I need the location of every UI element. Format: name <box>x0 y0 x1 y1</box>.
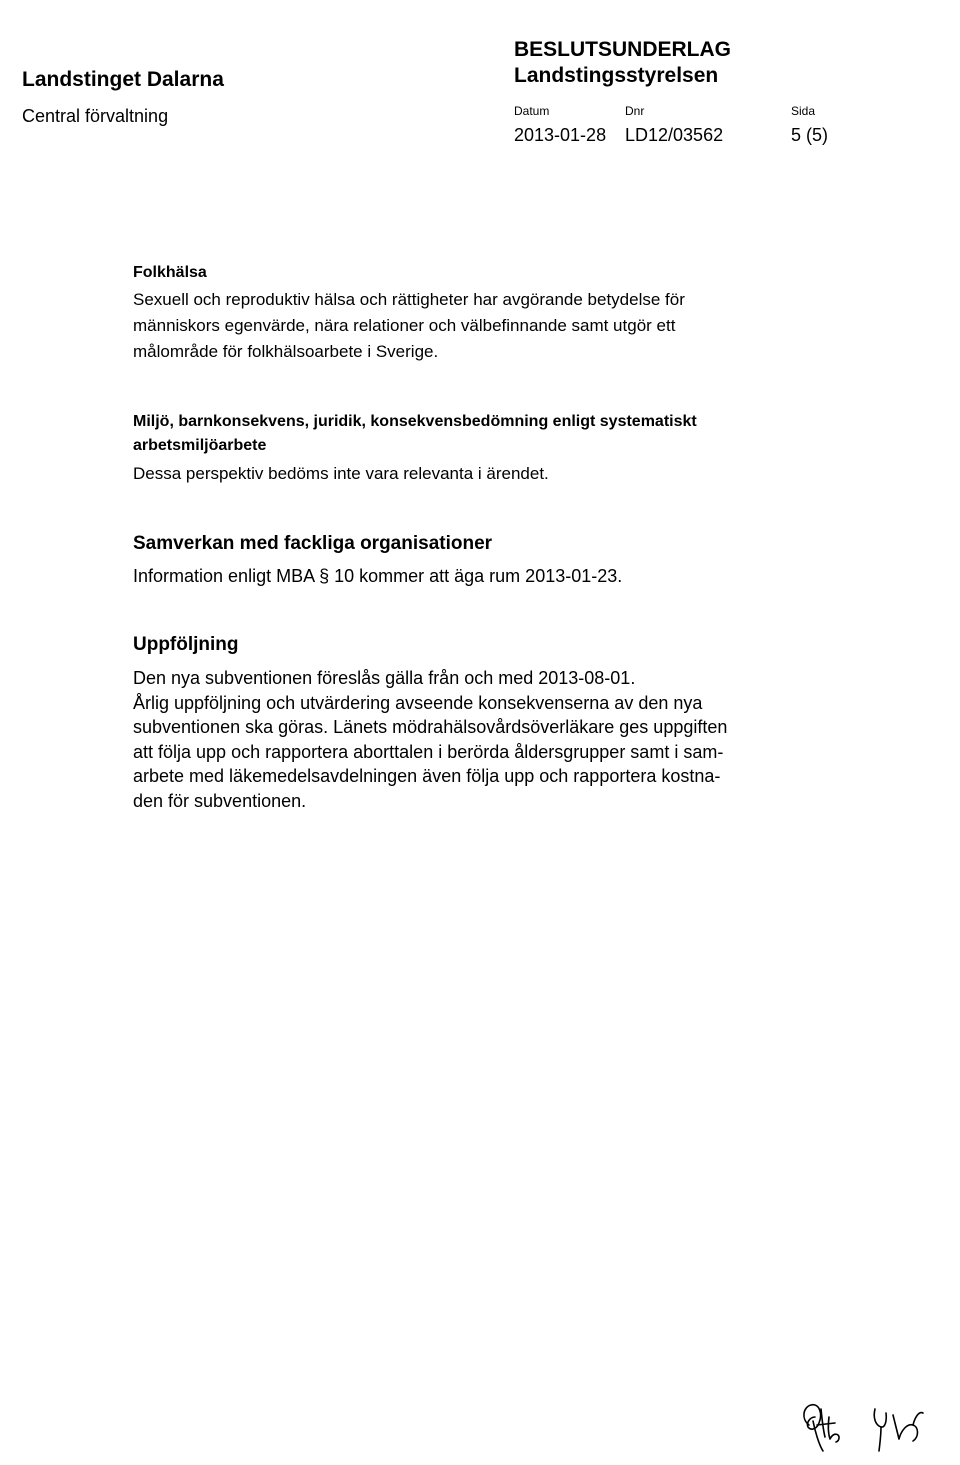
paragraph-line: subventionen ska göras. Länets mödrahälsovårdsöverläkare ges uppgiften <box>133 717 728 737</box>
paragraph-line: människors egenvärde, nära relationer och välbefinnande samt utgör ett <box>133 316 676 335</box>
paragraph-line: Information enligt MBA § 10 kommer att äga rum 2013-01-23. <box>133 566 623 586</box>
date-label: Datum <box>514 104 550 118</box>
section-body-miljo <box>133 461 549 487</box>
section-body-folkhalsa <box>133 287 685 365</box>
organization-name: Landstinget Dalarna <box>22 68 224 91</box>
paragraph-line: Årlig uppföljning och utvärdering avseende konsekvenserna av den nya <box>133 692 703 713</box>
page-label: Sida <box>791 104 816 118</box>
section-body-samverkan <box>133 564 622 588</box>
section-heading-uppfoljning: Uppföljning <box>133 634 239 655</box>
paragraph-line: Den nya subventionen föreslås gälla från och med 2013-08-01. <box>133 668 636 688</box>
board-name: Landstingsstyrelsen <box>514 64 719 87</box>
heading-line: arbetsmiljöarbete <box>133 437 267 454</box>
document-type: BESLUTSUNDERLAG <box>514 38 732 61</box>
section-body-uppfoljning <box>133 666 727 813</box>
section-heading-folkhalsa: Folkhälsa <box>133 264 207 281</box>
dnr-value: LD12/03562 <box>625 125 724 145</box>
paragraph-line: Sexuell och reproduktiv hälsa och rättigheter har avgörande betydelse för <box>133 290 685 309</box>
page-number: 5 (5) <box>791 125 829 145</box>
section-heading-samverkan: Samverkan med fackliga organisationer <box>133 533 493 554</box>
dnr-label: Dnr <box>625 104 645 118</box>
signature-initials <box>795 1395 935 1455</box>
paragraph-line: att följa upp och rapportera aborttalen i berörda åldersgrupper samt i sam- <box>133 741 724 762</box>
date-value: 2013-01-28 <box>514 125 607 145</box>
paragraph-line: Dessa perspektiv bedöms inte vara relevanta i ärendet. <box>133 464 549 483</box>
paragraph-line: arbete med läkemedelsavdelningen även följa upp och rapportera kostna- <box>133 766 721 786</box>
paragraph-line: den för subventionen. <box>133 790 307 811</box>
paragraph-line: målområde för folkhälsoarbete i Sverige. <box>133 342 439 361</box>
section-heading-miljo <box>133 410 697 458</box>
heading-line: Miljö, barnkonsekvens, juridik, konsekvensbedömning enligt systematiskt <box>133 413 697 430</box>
organization-unit: Central förvaltning <box>22 106 169 126</box>
